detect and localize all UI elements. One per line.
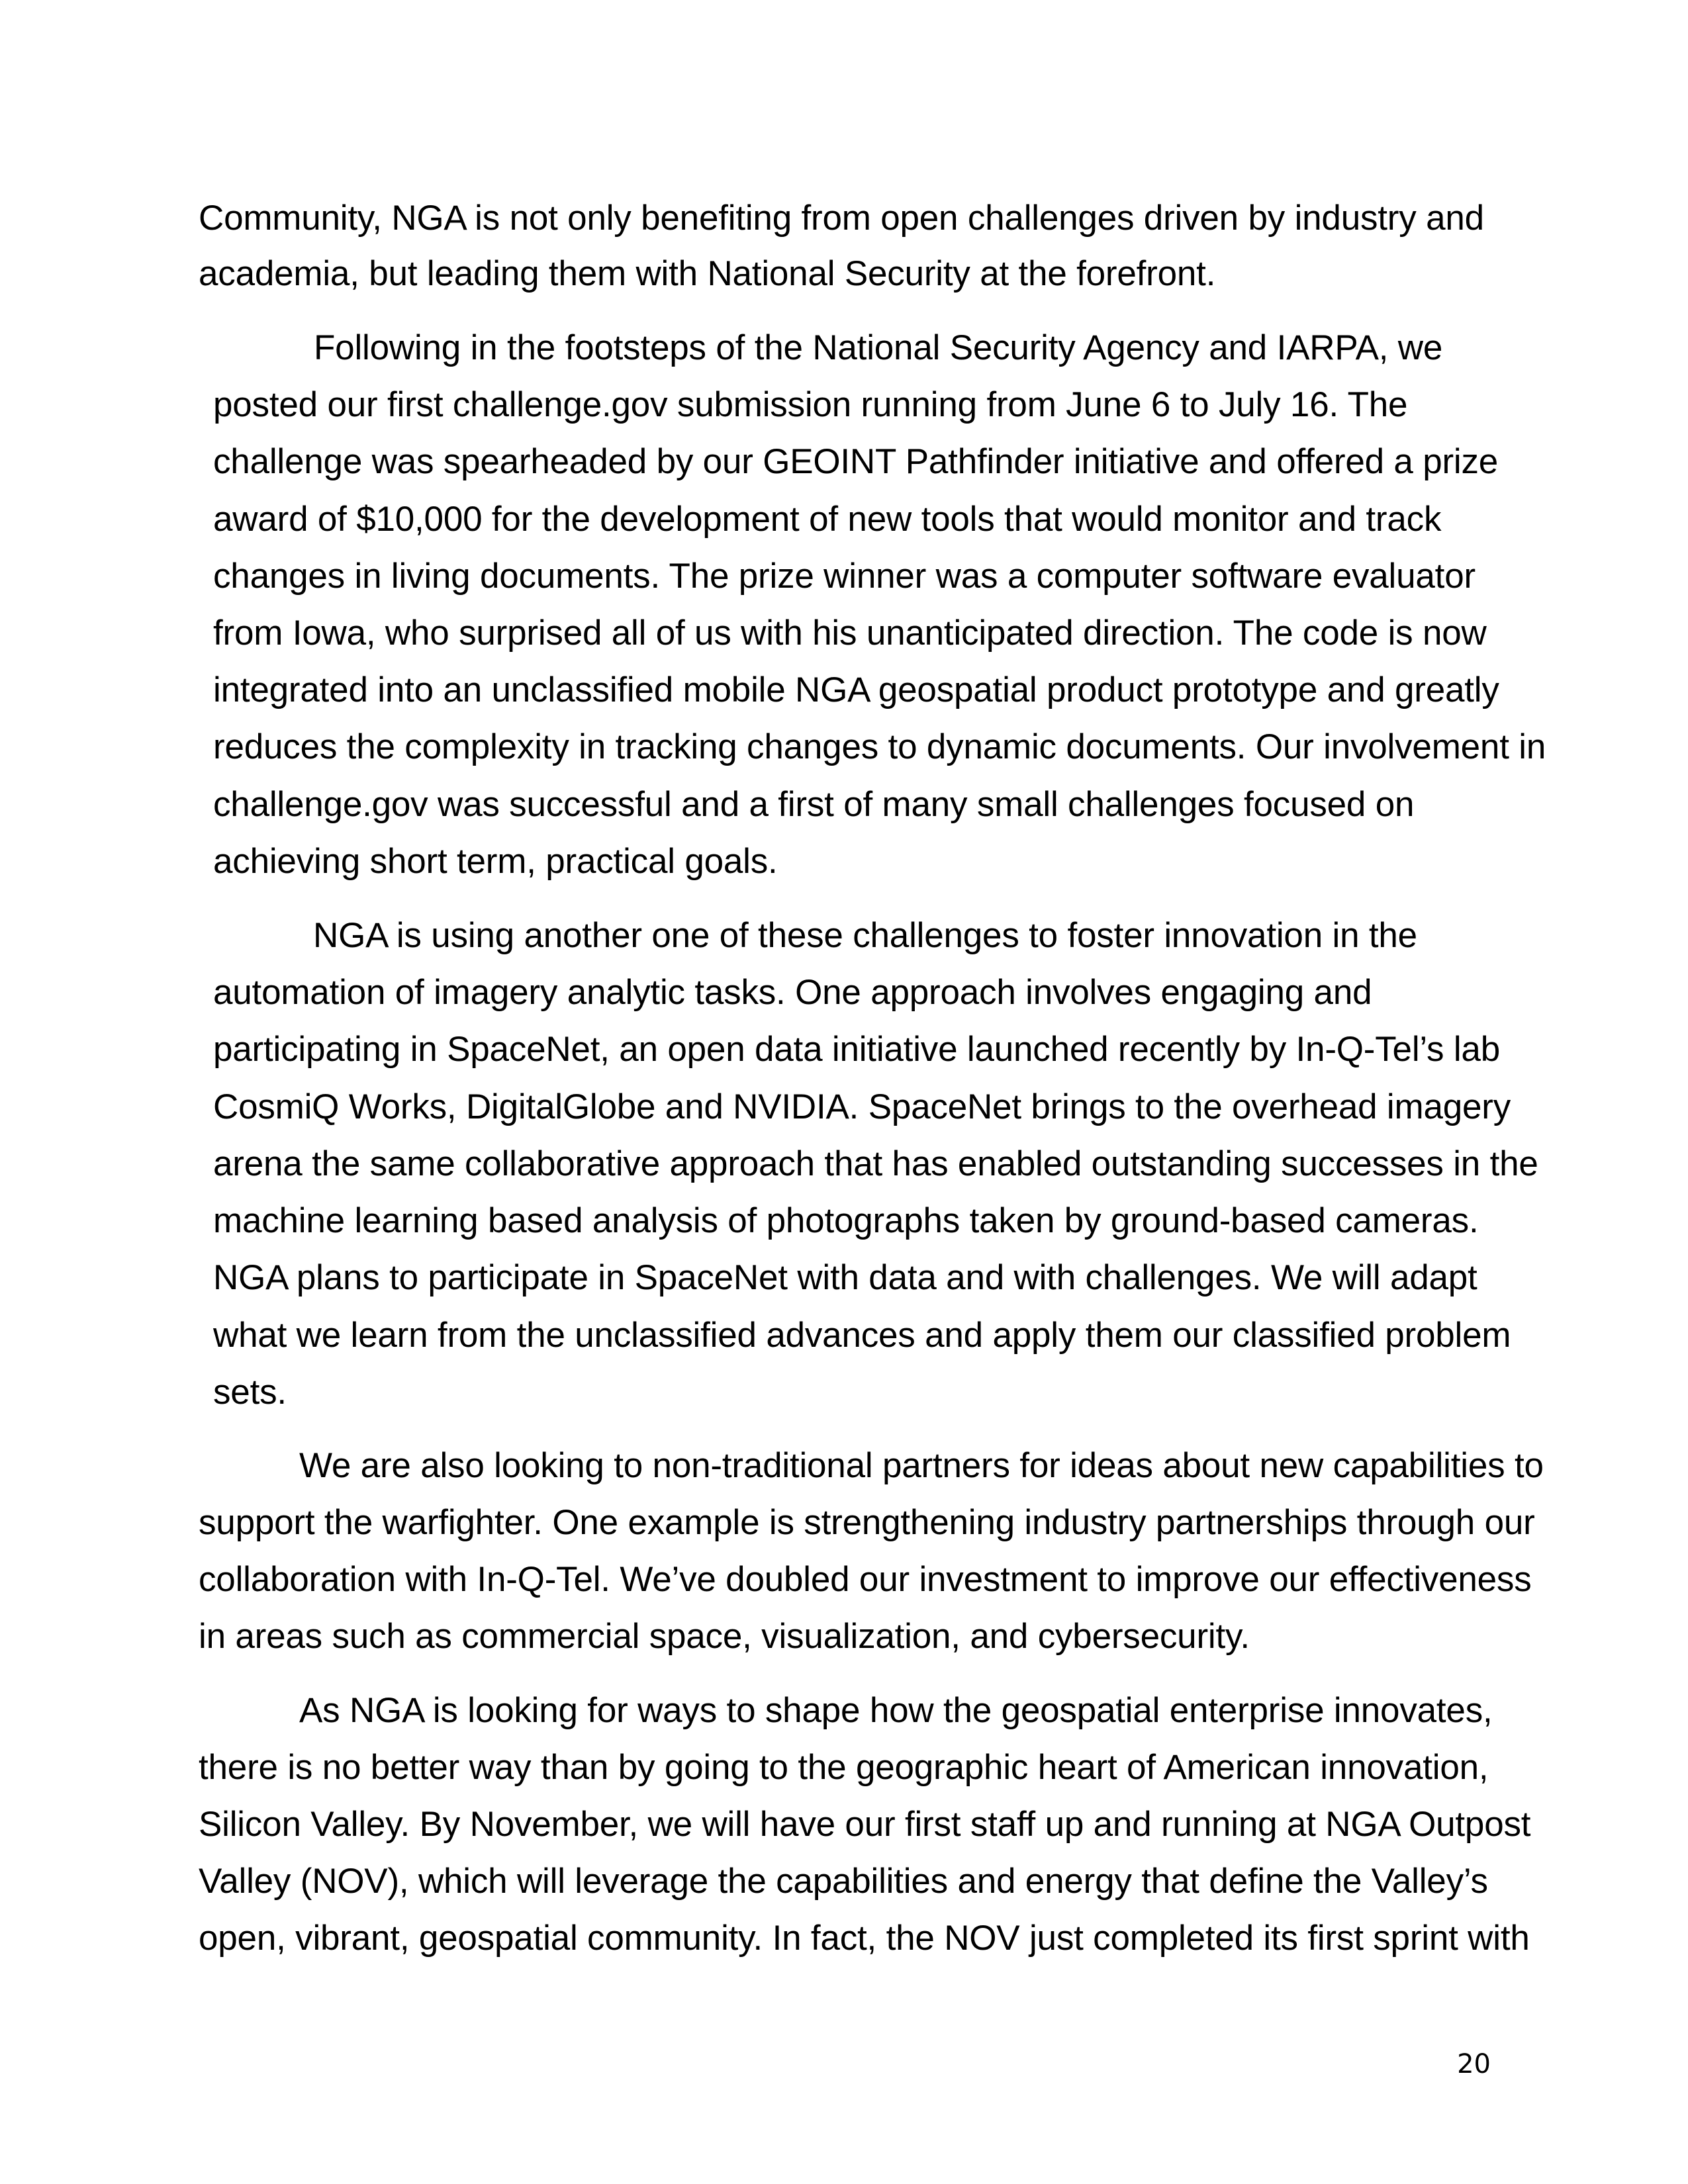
- paragraph-line: integrated into an unclassified mobile NGA geospatial product prototype and greatly: [213, 670, 1499, 709]
- paragraph-line: CosmiQ Works, DigitalGlobe and NVIDIA. SpaceNet brings to the overhead imagery: [213, 1087, 1511, 1126]
- paragraph-line: achieving short term, practical goals.: [213, 842, 778, 881]
- paragraph-line: arena the same collaborative approach that has enabled outstanding successes in the: [213, 1144, 1538, 1183]
- paragraph-line: open, vibrant, geospatial community. In fact, the NOV just completed its first sprint with: [199, 1919, 1530, 1958]
- paragraph-line: Silicon Valley. By November, we will have our first staff up and running at NGA Outpost: [199, 1805, 1531, 1844]
- paragraph-line: Valley (NOV), which will leverage the capabilities and energy that define the Valley’s: [199, 1862, 1488, 1901]
- paragraph-line: from Iowa, who surprised all of us with his unanticipated direction. The code is now: [213, 614, 1487, 653]
- page-number: 20: [1457, 2049, 1491, 2079]
- paragraph-line: in areas such as commercial space, visualization, and cybersecurity.: [199, 1617, 1250, 1656]
- paragraph-line: Community, NGA is not only benefiting from open challenges driven by industry and: [199, 199, 1484, 238]
- paragraph-line: NGA plans to participate in SpaceNet with data and with challenges. We will adapt: [213, 1258, 1477, 1297]
- paragraph-line: award of $10,000 for the development of new tools that would monitor and track: [213, 500, 1442, 539]
- paragraph-line: machine learning based analysis of photographs taken by ground-based cameras.: [213, 1201, 1479, 1240]
- paragraph-line: automation of imagery analytic tasks. One approach involves engaging and: [213, 973, 1372, 1012]
- paragraph-line: collaboration with In-Q-Tel. We’ve doubled our investment to improve our effectiveness: [199, 1560, 1532, 1599]
- paragraph-line: NGA is using another one of these challenges to foster innovation in the: [313, 916, 1417, 955]
- paragraph-line: As NGA is looking for ways to shape how the geospatial enterprise innovates,: [299, 1691, 1493, 1730]
- paragraph-line: Following in the footsteps of the National Security Agency and IARPA, we: [314, 328, 1443, 367]
- paragraph-line: what we learn from the unclassified advances and apply them our classified problem: [213, 1316, 1511, 1355]
- paragraph-line: challenge.gov was successful and a first of many small challenges focused on: [213, 785, 1415, 824]
- paragraph-line: participating in SpaceNet, an open data initiative launched recently by In-Q-Tel’s lab: [213, 1030, 1500, 1069]
- paragraph-line: academia, but leading them with National Security at the forefront.: [199, 254, 1216, 293]
- paragraph-line: there is no better way than by going to the geographic heart of American innovation,: [199, 1748, 1489, 1787]
- paragraph-line: challenge was spearheaded by our GEOINT Pathfinder initiative and offered a prize: [213, 442, 1499, 481]
- paragraph-line: We are also looking to non-traditional partners for ideas about new capabilities to: [299, 1446, 1544, 1485]
- paragraph-line: changes in living documents. The prize winner was a computer software evaluator: [213, 557, 1476, 596]
- paragraph-line: support the warfighter. One example is strengthening industry partnerships through our: [199, 1503, 1535, 1542]
- paragraph-line: reduces the complexity in tracking changes to dynamic documents. Our involvement in: [213, 727, 1546, 766]
- paragraph-line: sets.: [213, 1373, 287, 1412]
- paragraph-line: posted our first challenge.gov submission running from June 6 to July 16. The: [213, 385, 1408, 424]
